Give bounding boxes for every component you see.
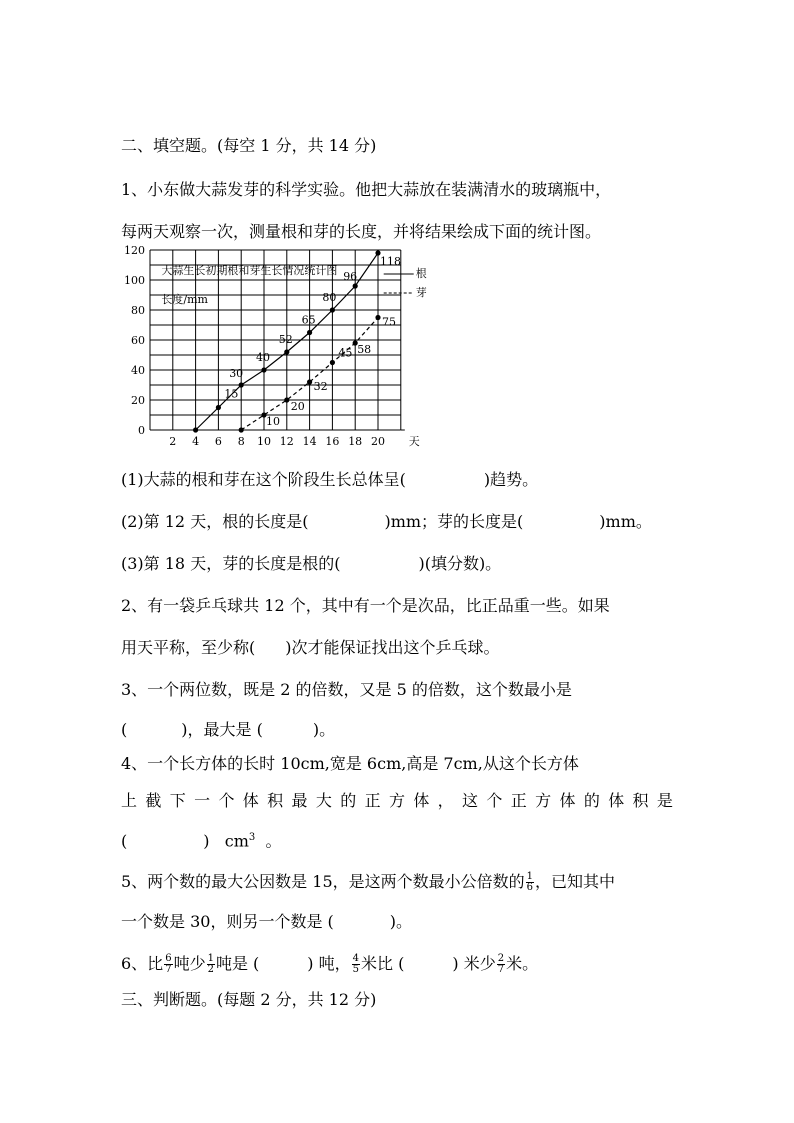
y-tick-label: 0 [138,424,145,437]
q4-line2-char: 截 [145,791,162,810]
y-tick-label: 40 [131,364,145,377]
fraction-numerator: 1 [207,953,214,964]
q4-line2-char: 的 [340,791,357,810]
q5-text-c: 一个数是 30，则另一个数是 ( [121,912,334,931]
q2-text-a: 用天平称，至少称( [121,638,256,657]
fraction-denominator: 7 [165,964,172,975]
data-point [375,315,380,320]
data-point [330,307,335,312]
q4-end: 。 [265,831,282,851]
data-label: 32 [313,380,328,393]
q4-line2-char: 正 [364,791,381,810]
data-point [307,330,312,335]
data-point [239,427,244,432]
data-label: 52 [278,333,293,346]
data-label: 75 [382,315,396,329]
q6-text-g: 米。 [506,954,539,973]
q6-text-e: 米比 ( [361,954,405,973]
legend-label-bud: 芽 [415,286,427,299]
legend-label-root: 根 [415,267,427,280]
q4-line2-char: 最 [291,791,308,810]
y-tick-label: 80 [131,304,145,317]
fraction-numerator: 4 [352,953,360,964]
q4-unit-exponent: 3 [248,832,256,843]
q4-text-a: ( [121,831,128,851]
x-tick-label: 4 [192,435,200,448]
data-label: 118 [380,255,401,268]
q1-line1: 1、小东做大蒜发芽的科学实验。他把大蒜放在装满清水的玻璃瓶中， [121,180,612,199]
q1-sub1-text-a: (1)大蒜的根和芽在这个阶段生长总体呈( [121,470,406,489]
data-label: 96 [343,270,358,283]
fraction-denominator: 2 [207,964,214,975]
fraction-denominator: 6 [526,882,534,893]
data-point [307,379,312,384]
q4-unit: cm [224,831,249,851]
q2-line2 [121,638,500,658]
chart-title: 大蒜生长初期根和芽生长情况统计图 [161,264,338,277]
data-label: 58 [357,343,372,356]
q4-line2-char: 正 [510,791,527,810]
q4-line2-char: 体 [413,791,430,810]
q5-text-a: 5、两个数的最大公因数是 15，是这两个数最小公倍数的 [121,872,525,891]
fraction [207,954,215,975]
q4-line2-char: 个 [218,791,235,810]
data-label: 30 [229,367,244,380]
q4-line2-char: 体 [608,791,625,810]
x-tick-label: 16 [325,435,340,448]
q3-line2 [121,720,335,740]
q4-line2-char: 体 [242,791,259,810]
q4-line2-char: 大 [315,791,332,810]
y-tick-label: 120 [124,244,145,257]
q5-line1 [121,872,615,893]
q1-sub3 [121,554,501,574]
q1-sub2-text-a: (2)第 12 天，根的长度是( [121,512,309,531]
q4-line2-char: ， [437,791,454,810]
data-label: 15 [224,387,239,401]
q1-line2: 每两天观察一次，测量根和芽的长度，并将结果绘成下面的统计图。 [121,222,602,241]
y-axis-label: 长度/mm [161,293,208,306]
q4-line2-char: 这 [462,791,479,810]
q2-text-b: )次才能保证找出这个乒乓球。 [285,638,500,657]
x-tick-label: 6 [214,435,222,448]
fraction [526,872,534,893]
x-tick-label: 8 [237,435,245,448]
fraction-denominator: 5 [352,964,360,975]
q1-sub1 [121,470,538,490]
q1-sub2 [121,512,652,532]
section2-title: 二、填空题。(每空 1 分，共 14 分) [121,136,377,155]
y-tick-label: 60 [131,334,145,347]
x-tick-label: 12 [279,435,294,448]
q4-line1: 4、一个长方体的长时 10cm,宽是 6cm,高是 7cm,从这个长方体 [121,754,579,773]
fraction-denominator: 7 [497,964,505,975]
garlic-growth-chart [118,244,427,450]
q4-line2-char: 积 [632,791,649,810]
data-point [216,405,221,410]
x-tick-label: 20 [371,435,385,448]
q3-line1: 3、一个两位数，既是 2 的倍数，又是 5 的倍数，这个数最小是 [121,680,572,699]
fraction [352,954,360,975]
data-label: 80 [322,291,337,304]
q6-text-c: 吨是 ( [215,954,260,973]
data-label: 45 [338,346,353,360]
x-tick-label: 18 [348,435,363,448]
q4-text-b: ) [203,831,210,851]
y-tick-label: 20 [131,394,145,407]
q3-text-c: )。 [312,720,336,739]
x-tick-label: 14 [302,435,317,448]
q6-text-a: 6、比 [121,954,164,973]
q4-line3 [121,828,281,851]
x-tick-label: 2 [169,435,177,448]
data-point [284,349,289,354]
data-point [239,382,244,387]
q4-line2-char: 个 [486,791,503,810]
q4-line2-char: 方 [535,791,552,810]
fraction-numerator: 1 [526,871,534,882]
q6-text-f: ) 米少 [452,954,496,973]
q4-line2-char: 上 [121,791,138,810]
q5-line2 [121,912,412,932]
q1-sub3-text-b: )(填分数)。 [418,554,502,573]
fraction-numerator: 2 [497,953,505,964]
q3-text-b: )，最大是 ( [181,720,263,739]
fraction-numerator: 6 [165,953,172,964]
q4-line2-char: 方 [388,791,405,810]
data-point [353,283,358,288]
y-tick-label: 100 [124,274,145,287]
q1-sub3-text-a: (3)第 18 天，芽的长度是根的( [121,554,341,573]
q4-line2 [121,791,673,811]
x-tick-label: 10 [257,435,271,448]
q6-text-d: ) 吨， [307,954,351,973]
q5-text-b: ，已知其中 [535,872,616,891]
fraction [497,954,505,975]
q4-line2-char: 积 [267,791,284,810]
data-point [330,360,335,365]
q6-line [121,954,538,975]
x-axis-label: 天 [408,435,420,448]
q4-line2-char: 体 [559,791,576,810]
q5-text-d: )。 [389,912,413,931]
q4-line2-char: 的 [583,791,600,810]
data-point [193,427,198,432]
q6-text-b: 吨少 [173,954,206,973]
section3-title: 三、判断题。(每题 2 分，共 12 分) [121,990,377,1009]
q1-sub2-text-c: )mm。 [599,512,652,531]
q1-sub1-text-b: )趋势。 [483,470,539,489]
fraction [164,954,172,975]
q3-text-a: ( [121,720,128,739]
q4-line2-char: 一 [194,791,211,810]
data-label: 40 [256,351,270,364]
data-point [284,397,289,402]
data-label: 65 [301,313,316,327]
data-label: 20 [290,400,305,413]
data-point [261,367,266,372]
data-label: 10 [266,415,280,428]
q1-sub2-text-b: )mm；芽的长度是( [384,512,524,531]
q4-line2-char: 是 [656,791,673,810]
q2-line1: 2、有一袋乒乓球共 12 个，其中有一个是次品，比正品重一些。如果 [121,596,610,615]
q4-line2-char: 下 [169,791,186,810]
